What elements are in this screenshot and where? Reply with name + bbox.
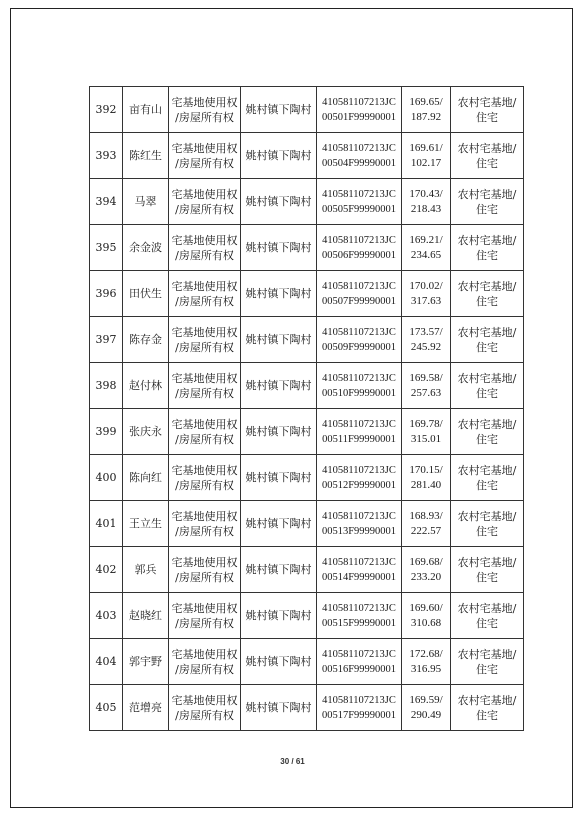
area-text: 222.57 <box>410 524 442 537</box>
right-type-cell <box>169 363 241 409</box>
right-type-cell <box>169 685 241 731</box>
location-cell <box>241 455 317 501</box>
row-number-text: 397 <box>95 333 117 346</box>
land-use-cell <box>451 409 524 455</box>
area-cell <box>402 409 451 455</box>
land-use-cell <box>451 547 524 593</box>
land-use-cell <box>451 179 524 225</box>
land-use-text: 住宅 <box>476 340 498 354</box>
unit-code-text: 410581107213JC <box>322 234 396 246</box>
unit-code-cell <box>317 685 402 731</box>
land-use-cell <box>451 363 524 409</box>
page-number: 30 / 61 <box>280 757 305 766</box>
location-text: 姚村镇下陶村 <box>245 379 312 392</box>
location-cell <box>241 133 317 179</box>
unit-code-cell <box>317 317 402 363</box>
table-row <box>90 225 524 271</box>
row-number-cell <box>90 455 123 501</box>
land-use-text: 农村宅基地/ <box>457 95 517 109</box>
owner-name-text: 马翠 <box>134 195 157 208</box>
land-use-cell <box>451 455 524 501</box>
unit-code-text: 410581107213JC <box>322 556 396 568</box>
area-text: 169.21/ <box>409 233 443 246</box>
unit-code-cell <box>317 547 402 593</box>
land-use-text: 农村宅基地/ <box>457 279 517 293</box>
table-row <box>90 455 524 501</box>
right-type-text: /房屋所有权 <box>175 386 234 400</box>
land-use-text: 住宅 <box>476 708 498 722</box>
location-text: 姚村镇下陶村 <box>245 425 312 438</box>
location-text: 姚村镇下陶村 <box>245 471 312 484</box>
unit-code-text: 00509F99990001 <box>321 341 397 353</box>
area-text: 290.49 <box>410 708 442 721</box>
land-use-text: 住宅 <box>476 110 498 124</box>
right-type-text: /房屋所有权 <box>175 524 234 538</box>
location-cell <box>241 271 317 317</box>
location-text: 姚村镇下陶村 <box>245 563 312 576</box>
right-type-cell <box>169 271 241 317</box>
unit-code-cell <box>317 179 402 225</box>
unit-code-cell <box>317 409 402 455</box>
land-use-cell <box>451 639 524 685</box>
property-rights-table <box>89 86 524 731</box>
location-cell <box>241 87 317 133</box>
unit-code-text: 00510F99990001 <box>321 387 397 399</box>
right-type-text: 宅基地使用权 <box>171 279 238 293</box>
right-type-text: 宅基地使用权 <box>171 509 238 523</box>
row-number-text: 400 <box>95 471 117 484</box>
table-row <box>90 409 524 455</box>
owner-name-cell <box>123 547 169 593</box>
right-type-text: 宅基地使用权 <box>171 555 238 569</box>
unit-code-text: 00512F99990001 <box>321 479 397 491</box>
row-number-text: 398 <box>95 379 117 392</box>
row-number-cell <box>90 133 123 179</box>
area-text: 172.68/ <box>409 647 443 660</box>
right-type-text: /房屋所有权 <box>175 340 234 354</box>
land-use-cell <box>451 225 524 271</box>
right-type-text: /房屋所有权 <box>175 432 234 446</box>
right-type-text: 宅基地使用权 <box>171 141 238 155</box>
owner-name-cell <box>123 363 169 409</box>
table-body <box>90 87 524 731</box>
right-type-cell <box>169 455 241 501</box>
location-cell <box>241 639 317 685</box>
location-cell <box>241 225 317 271</box>
row-number-text: 405 <box>95 701 117 714</box>
owner-name-text: 郭宇野 <box>129 655 162 668</box>
location-text: 姚村镇下陶村 <box>245 241 312 254</box>
unit-code-cell <box>317 133 402 179</box>
land-use-text: 住宅 <box>476 478 498 492</box>
right-type-text: 宅基地使用权 <box>171 601 238 615</box>
area-text: 173.57/ <box>409 325 443 338</box>
area-cell <box>402 363 451 409</box>
table-row <box>90 593 524 639</box>
land-use-text: 住宅 <box>476 662 498 676</box>
unit-code-cell <box>317 225 402 271</box>
unit-code-text: 00505F99990001 <box>321 203 397 215</box>
land-use-cell <box>451 133 524 179</box>
unit-code-text: 00501F99990001 <box>321 111 397 123</box>
area-text: 169.58/ <box>409 371 443 384</box>
land-use-text: 农村宅基地/ <box>457 555 517 569</box>
area-text: 310.68 <box>410 616 442 629</box>
row-number-text: 403 <box>95 609 117 622</box>
location-cell <box>241 685 317 731</box>
owner-name-cell <box>123 639 169 685</box>
owner-name-cell <box>123 317 169 363</box>
unit-code-text: 410581107213JC <box>322 510 396 522</box>
land-use-cell <box>451 593 524 639</box>
owner-name-text: 范增亮 <box>129 701 162 714</box>
area-text: 257.63 <box>410 386 442 399</box>
area-text: 187.92 <box>410 110 442 123</box>
right-type-text: /房屋所有权 <box>175 156 234 170</box>
right-type-text: /房屋所有权 <box>175 202 234 216</box>
owner-name-text: 田伏生 <box>129 287 162 300</box>
unit-code-text: 410581107213JC <box>322 602 396 614</box>
owner-name-text: 亩有山 <box>129 103 162 116</box>
right-type-text: 宅基地使用权 <box>171 693 238 707</box>
row-number-text: 399 <box>95 425 117 438</box>
location-cell <box>241 363 317 409</box>
unit-code-text: 00511F99990001 <box>322 433 396 445</box>
land-use-text: 农村宅基地/ <box>457 187 517 201</box>
unit-code-text: 410581107213JC <box>322 96 396 108</box>
land-use-text: 农村宅基地/ <box>457 647 517 661</box>
unit-code-text: 410581107213JC <box>322 372 396 384</box>
table-row <box>90 271 524 317</box>
area-cell <box>402 225 451 271</box>
area-cell <box>402 685 451 731</box>
land-use-text: 农村宅基地/ <box>457 325 517 339</box>
right-type-text: 宅基地使用权 <box>171 417 238 431</box>
location-text: 姚村镇下陶村 <box>245 195 312 208</box>
land-use-text: 住宅 <box>476 616 498 630</box>
location-cell <box>241 317 317 363</box>
owner-name-text: 张庆永 <box>129 425 162 438</box>
owner-name-cell <box>123 593 169 639</box>
row-number-text: 404 <box>95 655 117 668</box>
right-type-cell <box>169 87 241 133</box>
area-text: 169.65/ <box>409 95 443 108</box>
row-number-cell <box>90 317 123 363</box>
owner-name-text: 陈红生 <box>129 149 162 162</box>
owner-name-text: 赵晓红 <box>129 609 162 622</box>
row-number-cell <box>90 363 123 409</box>
area-text: 234.65 <box>410 248 442 261</box>
land-use-text: 住宅 <box>476 156 498 170</box>
owner-name-cell <box>123 225 169 271</box>
land-use-text: 住宅 <box>476 294 498 308</box>
right-type-text: 宅基地使用权 <box>171 647 238 661</box>
right-type-text: /房屋所有权 <box>175 662 234 676</box>
area-text: 245.92 <box>410 340 442 353</box>
right-type-cell <box>169 317 241 363</box>
unit-code-text: 00506F99990001 <box>321 249 397 261</box>
right-type-cell <box>169 501 241 547</box>
right-type-cell <box>169 225 241 271</box>
area-text: 170.15/ <box>409 463 443 476</box>
right-type-cell <box>169 133 241 179</box>
area-text: 169.78/ <box>409 417 443 430</box>
row-number-text: 395 <box>95 241 117 254</box>
unit-code-text: 410581107213JC <box>322 188 396 200</box>
area-text: 315.01 <box>410 432 442 445</box>
land-use-cell <box>451 317 524 363</box>
land-use-text: 农村宅基地/ <box>457 233 517 247</box>
unit-code-text: 410581107213JC <box>322 280 396 292</box>
area-text: 218.43 <box>410 202 442 215</box>
unit-code-text: 410581107213JC <box>322 142 396 154</box>
land-use-text: 农村宅基地/ <box>457 371 517 385</box>
owner-name-cell <box>123 501 169 547</box>
row-number-cell <box>90 87 123 133</box>
unit-code-text: 00507F99990001 <box>321 295 397 307</box>
table-row <box>90 501 524 547</box>
right-type-text: 宅基地使用权 <box>171 371 238 385</box>
row-number-cell <box>90 179 123 225</box>
land-use-text: 住宅 <box>476 570 498 584</box>
unit-code-text: 410581107213JC <box>322 326 396 338</box>
unit-code-text: 00504F99990001 <box>321 157 397 169</box>
location-cell <box>241 179 317 225</box>
area-text: 317.63 <box>410 294 442 307</box>
owner-name-cell <box>123 87 169 133</box>
location-text: 姚村镇下陶村 <box>245 103 312 116</box>
area-cell <box>402 501 451 547</box>
row-number-text: 396 <box>95 287 117 300</box>
table-row <box>90 547 524 593</box>
location-text: 姚村镇下陶村 <box>245 655 312 668</box>
area-text: 169.59/ <box>409 693 443 706</box>
unit-code-text: 410581107213JC <box>322 464 396 476</box>
right-type-cell <box>169 179 241 225</box>
area-cell <box>402 547 451 593</box>
location-text: 姚村镇下陶村 <box>245 701 312 714</box>
right-type-text: 宅基地使用权 <box>171 233 238 247</box>
area-text: 102.17 <box>410 156 442 169</box>
table-row <box>90 639 524 685</box>
right-type-cell <box>169 409 241 455</box>
area-cell <box>402 593 451 639</box>
unit-code-cell <box>317 455 402 501</box>
land-use-text: 住宅 <box>476 386 498 400</box>
table-row <box>90 133 524 179</box>
right-type-cell <box>169 593 241 639</box>
table-row <box>90 363 524 409</box>
location-text: 姚村镇下陶村 <box>245 149 312 162</box>
owner-name-text: 陈向红 <box>129 471 162 484</box>
location-text: 姚村镇下陶村 <box>245 517 312 530</box>
owner-name-cell <box>123 685 169 731</box>
owner-name-cell <box>123 455 169 501</box>
row-number-cell <box>90 639 123 685</box>
row-number-cell <box>90 409 123 455</box>
land-use-text: 农村宅基地/ <box>457 463 517 477</box>
owner-name-cell <box>123 271 169 317</box>
land-use-cell <box>451 501 524 547</box>
right-type-text: 宅基地使用权 <box>171 95 238 109</box>
area-text: 169.68/ <box>409 555 443 568</box>
location-cell <box>241 501 317 547</box>
unit-code-cell <box>317 271 402 317</box>
table-row <box>90 317 524 363</box>
land-use-text: 农村宅基地/ <box>457 601 517 615</box>
area-text: 281.40 <box>410 478 442 491</box>
owner-name-text: 赵付林 <box>129 379 162 392</box>
row-number-cell <box>90 685 123 731</box>
area-cell <box>402 87 451 133</box>
location-cell <box>241 547 317 593</box>
unit-code-cell <box>317 363 402 409</box>
unit-code-cell <box>317 639 402 685</box>
area-cell <box>402 317 451 363</box>
area-cell <box>402 639 451 685</box>
unit-code-cell <box>317 593 402 639</box>
owner-name-text: 余金波 <box>129 241 162 254</box>
unit-code-text: 00514F99990001 <box>321 571 397 583</box>
area-text: 169.61/ <box>409 141 443 154</box>
area-cell <box>402 455 451 501</box>
land-use-text: 住宅 <box>476 202 498 216</box>
land-use-cell <box>451 271 524 317</box>
unit-code-text: 00517F99990001 <box>321 709 397 721</box>
owner-name-cell <box>123 133 169 179</box>
right-type-cell <box>169 547 241 593</box>
right-type-text: /房屋所有权 <box>175 478 234 492</box>
right-type-text: 宅基地使用权 <box>171 463 238 477</box>
area-cell <box>402 271 451 317</box>
location-cell <box>241 409 317 455</box>
location-text: 姚村镇下陶村 <box>245 333 312 346</box>
row-number-cell <box>90 547 123 593</box>
right-type-text: /房屋所有权 <box>175 110 234 124</box>
row-number-cell <box>90 501 123 547</box>
row-number-text: 392 <box>95 103 117 116</box>
land-use-text: 农村宅基地/ <box>457 141 517 155</box>
owner-name-text: 陈存金 <box>129 333 162 346</box>
area-text: 316.95 <box>410 662 442 675</box>
area-cell <box>402 179 451 225</box>
table-row <box>90 87 524 133</box>
land-use-text: 农村宅基地/ <box>457 509 517 523</box>
land-use-text: 住宅 <box>476 432 498 446</box>
right-type-text: /房屋所有权 <box>175 248 234 262</box>
area-text: 170.43/ <box>409 187 443 200</box>
owner-name-text: 王立生 <box>129 517 162 530</box>
row-number-cell <box>90 271 123 317</box>
right-type-text: /房屋所有权 <box>175 570 234 584</box>
row-number-text: 402 <box>95 563 117 576</box>
owner-name-cell <box>123 179 169 225</box>
right-type-text: 宅基地使用权 <box>171 187 238 201</box>
location-cell <box>241 593 317 639</box>
land-use-text: 农村宅基地/ <box>457 693 517 707</box>
unit-code-cell <box>317 501 402 547</box>
area-text: 233.20 <box>410 570 442 583</box>
area-text: 168.93/ <box>409 509 443 522</box>
unit-code-cell <box>317 87 402 133</box>
table-row <box>90 179 524 225</box>
table-row <box>90 685 524 731</box>
right-type-text: /房屋所有权 <box>175 616 234 630</box>
row-number-cell <box>90 225 123 271</box>
owner-name-cell <box>123 409 169 455</box>
right-type-text: 宅基地使用权 <box>171 325 238 339</box>
land-use-cell <box>451 685 524 731</box>
land-use-text: 农村宅基地/ <box>457 417 517 431</box>
row-number-text: 401 <box>95 517 117 530</box>
area-text: 170.02/ <box>409 279 443 292</box>
owner-name-text: 郭兵 <box>134 563 157 576</box>
location-text: 姚村镇下陶村 <box>245 287 312 300</box>
land-use-text: 住宅 <box>476 524 498 538</box>
unit-code-text: 00513F99990001 <box>321 525 397 537</box>
location-text: 姚村镇下陶村 <box>245 609 312 622</box>
row-number-text: 393 <box>95 149 117 162</box>
unit-code-text: 410581107213JC <box>322 648 396 660</box>
row-number-text: 394 <box>95 195 117 208</box>
unit-code-text: 00515F99990001 <box>321 617 397 629</box>
unit-code-text: 410581107213JC <box>322 418 396 430</box>
land-use-text: 住宅 <box>476 248 498 262</box>
land-use-cell <box>451 87 524 133</box>
right-type-text: /房屋所有权 <box>175 708 234 722</box>
right-type-cell <box>169 639 241 685</box>
right-type-text: /房屋所有权 <box>175 294 234 308</box>
unit-code-text: 00516F99990001 <box>321 663 397 675</box>
unit-code-text: 410581107213JC <box>322 694 396 706</box>
area-text: 169.60/ <box>409 601 443 614</box>
area-cell <box>402 133 451 179</box>
row-number-cell <box>90 593 123 639</box>
